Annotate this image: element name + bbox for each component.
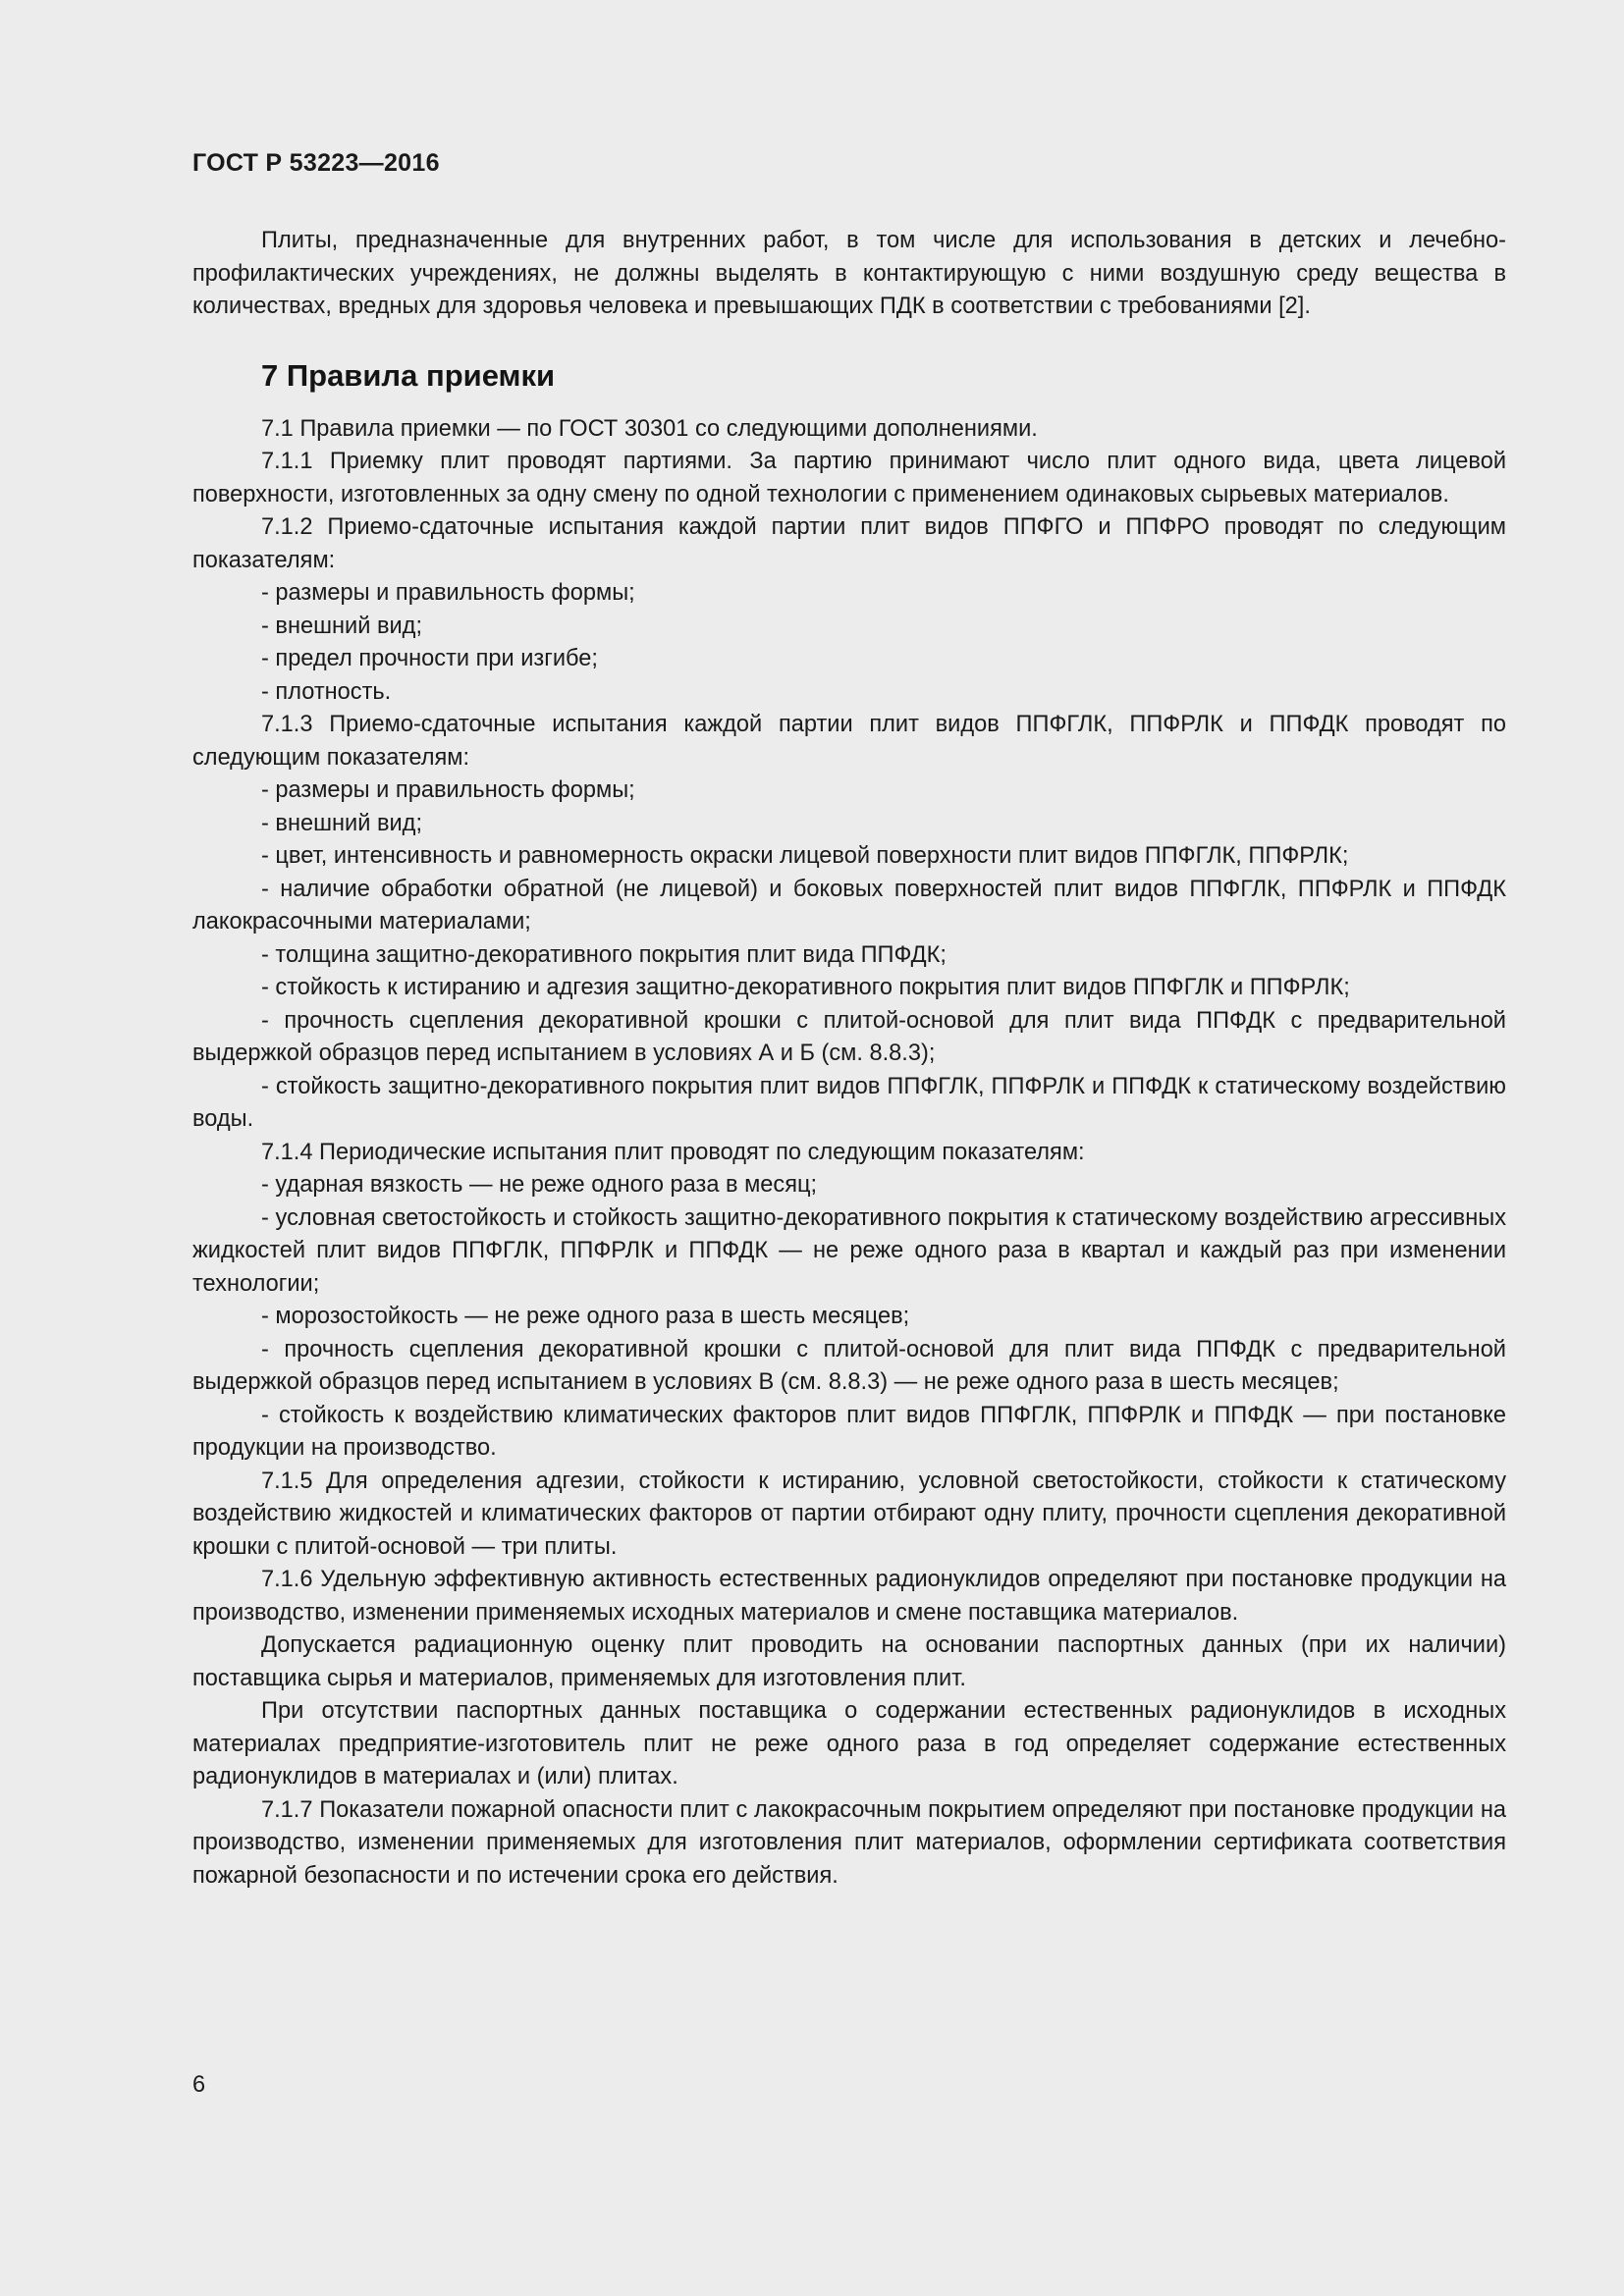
page-number: 6: [192, 2072, 206, 2098]
clause-7-1-6-paragraph-c: При отсутствии паспортных данных поставщика о содержании естественных радионуклидов в исходных материалах предприятие-изготовитель плит не реже одного раза в год определяет содержание естественных радионуклидов в материалах и (или) плитах.: [192, 1698, 1506, 1789]
list-item: - предел прочности при изгибе;: [261, 646, 598, 671]
clause-7-1-2: 7.1.2 Приемо-сдаточные испытания каждой партии плит видов ППФГО и ППФРО проводят по следующим показателям:: [192, 514, 1506, 573]
page-content: [192, 225, 1506, 1893]
list-item: - внешний вид;: [261, 810, 423, 836]
list-item: - ударная вязкость — не реже одного раза в месяц;: [261, 1172, 818, 1198]
clause-7-1-7: 7.1.7 Показатели пожарной опасности плит с лакокрасочным покрытием определяют при постановке продукции на производство, изменении применяемых для изготовления плит материалов, оформлении сертификата соответствия пожарной безопасности и по истечении срока его действия.: [192, 1796, 1506, 1889]
list-item: - размеры и правильность формы;: [261, 777, 635, 803]
list-item: - плотность.: [261, 678, 392, 705]
list-item: - прочность сцепления декоративной крошки с плитой-основой для плит вида ППФДК с предварительной выдержкой образцов перед испытанием в условиях В (см. 8.8.3) — не реже одного раза в шесть месяцев;: [192, 1336, 1506, 1395]
list-item: - цвет, интенсивность и равномерность окраски лицевой поверхности плит видов ППФГЛК, ППФРЛК;: [261, 843, 1349, 869]
clause-7-1-3: 7.1.3 Приемо-сдаточные испытания каждой партии плит видов ППФГЛК, ППФРЛК и ППФДК проводят по следующим показателям:: [192, 712, 1506, 771]
list-item: - стойкость к истиранию и адгезия защитно-декоративного покрытия плит видов ППФГЛК и ППФРЛК;: [261, 975, 1350, 1000]
clause-7-1-4: 7.1.4 Периодические испытания плит проводят по следующим показателям:: [261, 1139, 1085, 1165]
list-item: - наличие обработки обратной (не лицевой) и боковых поверхностей плит видов ППФГЛК, ППФРЛК и ППФДК лакокрасочными материалами;: [192, 876, 1506, 934]
list-item: - размеры и правильность формы;: [261, 580, 635, 606]
list-item: - внешний вид;: [261, 613, 423, 639]
clause-7-1-1: 7.1.1 Приемку плит проводят партиями. За партию принимают число плит одного вида, цвета лицевой поверхности, изготовленных за одну смену по одной технологии с применением одинаковых сырьевых материалов.: [192, 449, 1506, 507]
clause-7-1-5: 7.1.5 Для определения адгезии, стойкости к истиранию, условной светостойкости, стойкости к статическому воздействию жидкостей и климатических факторов от партии отбирают одну плиту, прочности сцепления декоративной крошки с плитой-основой — три плиты.: [192, 1468, 1506, 1560]
section-title: 7 Правила приемки: [261, 357, 556, 393]
list-item: - стойкость защитно-декоративного покрытия плит видов ППФГЛК, ППФРЛК и ППФДК к статическому воздействию воды.: [192, 1073, 1506, 1132]
list-item: - стойкость к воздействию климатических факторов плит видов ППФГЛК, ППФРЛК и ППФДК — при постановке продукции на производство.: [192, 1402, 1506, 1461]
document-header: ГОСТ Р 53223—2016: [192, 149, 440, 177]
clause-7-1-6: 7.1.6 Удельную эффективную активность естественных радионуклидов определяют при постановке продукции на производство, изменении применяемых исходных материалов и смене поставщика материалов.: [192, 1567, 1506, 1626]
list-item: - условная светостойкость и стойкость защитно-декоративного покрытия к статическому воздействию агрессивных жидкостей плит видов ППФГЛК, ППФРЛК и ППФДК — не реже одного раза в квартал и каждый раз при изменении технологии;: [192, 1204, 1506, 1297]
intro-paragraph: Плиты, предназначенные для внутренних работ, в том числе для использования в детских и лечебно-профилактических учреждениях, не должны выделять в контактирующую с ними воздушную среду вещества в количествах, вредных для здоровья человека и превышающих ПДК в соответствии с требованиями [2].: [192, 228, 1506, 319]
clause-7-1: 7.1 Правила приемки — по ГОСТ 30301 со следующими дополнениями.: [261, 415, 1038, 442]
list-item: - толщина защитно-декоративного покрытия плит вида ППФДК;: [261, 941, 947, 968]
list-item: - прочность сцепления декоративной крошки с плитой-основой для плит вида ППФДК с предварительной выдержкой образцов перед испытанием в условиях А и Б (см. 8.8.3);: [192, 1007, 1506, 1066]
list-item: - морозостойкость — не реже одного раза в шесть месяцев;: [261, 1304, 910, 1329]
clause-7-1-6-paragraph-b: Допускается радиационную оценку плит проводить на основании паспортных данных (при их наличии) поставщика сырья и материалов, применяемых для изготовления плит.: [192, 1632, 1506, 1691]
